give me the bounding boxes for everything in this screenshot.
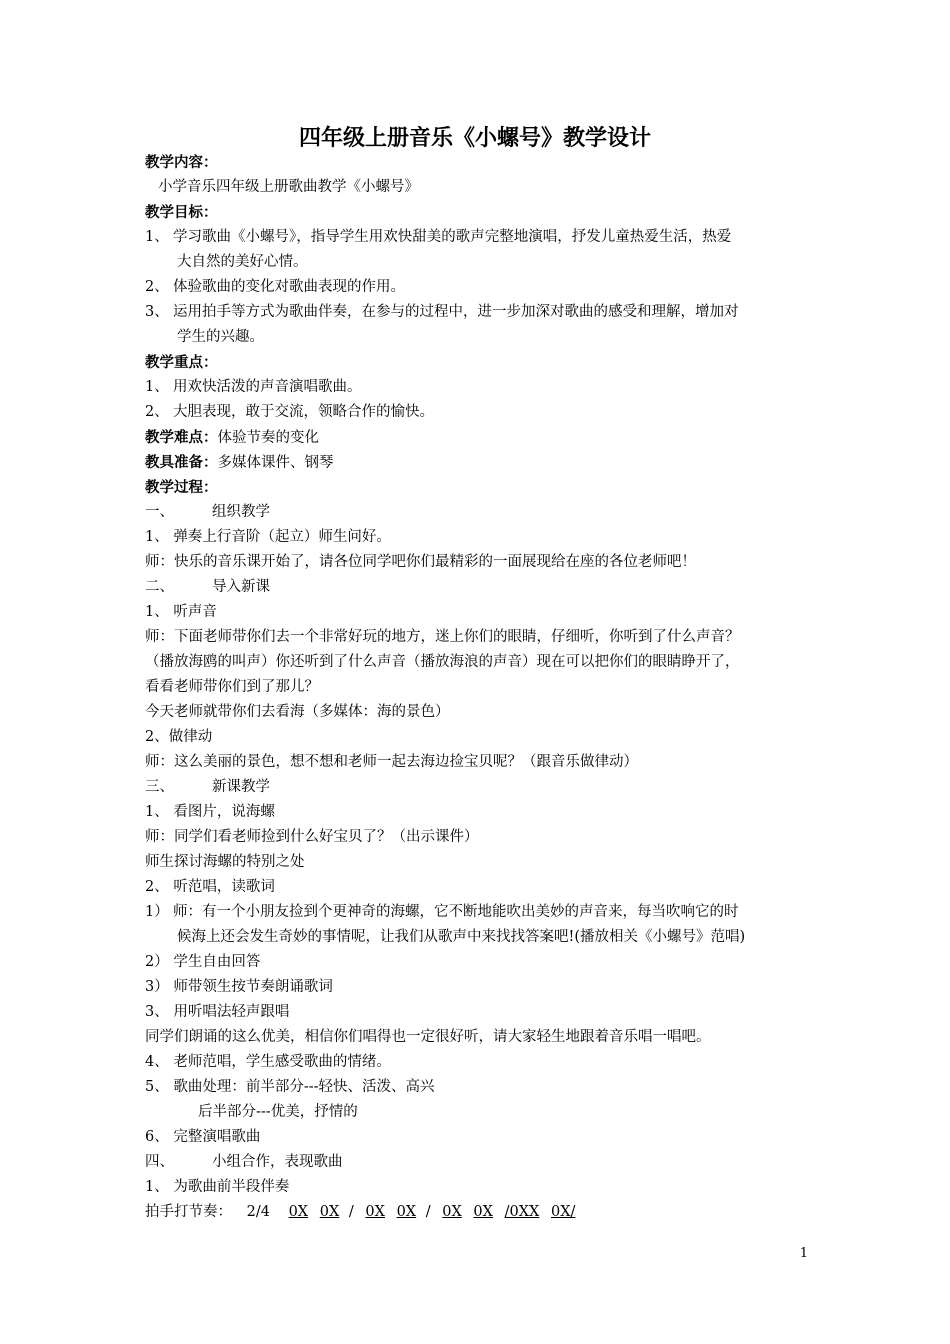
section-3-praise: 同学们朗诵的这么优美，相信你们唱得也一定很好听，请大家轻生地跟着音乐唱一唱吧。 — [145, 1029, 711, 1045]
rhythm-meter: 2/4 — [246, 1204, 270, 1220]
section-1-teacher: 师：快乐的音乐课开始了，请各位同学吧你们最精彩的一面展现给在座的各位老师吧！ — [145, 554, 696, 570]
goal-text: 运用拍手等方式为歌曲伴奏，在参与的过程中，进一步加深对歌曲的感受和理解，增加对 — [173, 304, 739, 320]
goal-text: 体验歌曲的变化对歌曲表现的作用。 — [173, 279, 405, 295]
rhythm-token: 0X — [396, 1204, 417, 1220]
rhythm-token: 0X — [442, 1204, 462, 1220]
section-3-item-5: 5、 歌曲处理：前半部分---轻快、活泼、高兴 — [145, 1079, 435, 1095]
rhythm-bar: / — [425, 1204, 431, 1220]
section-3-teacher-1: 师：同学们看老师捡到什么好宝贝了？（出示课件） — [145, 829, 479, 845]
section-3-discuss: 师生探讨海螺的特别之处 — [145, 854, 305, 870]
section-3-sub-2: 2） 学生自由回答 — [145, 954, 261, 970]
rhythm-token: 0X — [365, 1204, 385, 1220]
key-number: 2、 — [145, 404, 169, 420]
rhythm-token: 0X/ — [550, 1204, 576, 1220]
section-2-item-1: 1、 听声音 — [145, 604, 217, 620]
goal-item-2 — [145, 275, 405, 300]
section-3-item-4: 4、 老师范唱，学生感受歌曲的情绪。 — [145, 1054, 391, 1070]
rhythm-label: 拍手打节奏： — [145, 1204, 232, 1220]
tools-label: 教具准备： — [145, 454, 218, 471]
section-title: 组织教学 — [212, 504, 270, 520]
section-2-sea: 今天老师就带你们去看海（多媒体：海的景色） — [145, 704, 450, 720]
section-title: 小组合作，表现歌曲 — [212, 1154, 343, 1170]
rhythm-token: 0X — [319, 1204, 340, 1220]
key-text: 大胆表现，敢于交流，领略合作的愉快。 — [173, 404, 434, 420]
key-heading: 教学重点： — [145, 354, 218, 371]
process-heading: 教学过程： — [145, 479, 218, 496]
sub-number: 1） — [145, 904, 169, 920]
key-point-1 — [145, 375, 362, 400]
section-title: 新课教学 — [212, 779, 270, 795]
rhythm-token: /0XX — [504, 1204, 540, 1220]
goal-item-1 — [145, 225, 731, 250]
content-heading: 教学内容： — [145, 154, 218, 171]
section-3-item-6: 6、 完整演唱歌曲 — [145, 1129, 261, 1145]
rhythm-token: 0X — [473, 1204, 493, 1220]
section-1-item-1: 1、 弹奏上行音阶（起立）师生问好。 — [145, 529, 391, 545]
section-title: 导入新课 — [212, 579, 270, 595]
section-3-sub-1-continued: 候海上还会发生奇妙的事情呢，让我们从歌声中来找找答案吧!(播放相关《小螺号》范唱) — [177, 929, 746, 945]
section-3-item-1: 1、 看图片，说海螺 — [145, 804, 275, 820]
section-number: 一、 — [145, 504, 174, 520]
rhythm-bar: / — [348, 1204, 354, 1220]
section-number: 三、 — [145, 779, 174, 795]
section-3-item-5-second-half: 后半部分---优美，抒情的 — [198, 1104, 358, 1120]
section-number: 二、 — [145, 579, 174, 595]
rhythm-line — [145, 1200, 575, 1225]
section-3-item-2: 2、 听范唱，读歌词 — [145, 879, 275, 895]
section-1-heading — [145, 500, 270, 525]
goal-item-1-continued: 大自然的美好心情。 — [177, 254, 308, 270]
section-2-heading — [145, 575, 270, 600]
difficulty-text: 体验节奏的变化 — [217, 430, 319, 446]
section-2-teacher-line-1: 师：下面老师带你们去一个非常好玩的地方，迷上你们的眼睛，仔细听，你听到了什么声音？ — [145, 629, 740, 645]
section-2-teacher-2: 师：这么美丽的景色，想不想和老师一起去海边捡宝贝呢？（跟音乐做律动） — [145, 754, 638, 770]
goals-heading: 教学目标： — [145, 204, 218, 221]
section-3-heading — [145, 775, 270, 800]
section-3-sub-1 — [145, 900, 739, 925]
rhythm-token: 0X — [288, 1204, 309, 1220]
key-point-2 — [145, 400, 434, 425]
page-title: 四年级上册音乐《小螺号》教学设计 — [298, 125, 651, 151]
section-number: 四、 — [145, 1154, 174, 1170]
difficulty-line — [145, 425, 319, 450]
goal-text: 学习歌曲《小螺号》，指导学生用欢快甜美的歌声完整地演唱，抒发儿童热爱生活，热爱 — [173, 229, 732, 245]
goal-number: 1、 — [145, 229, 169, 245]
section-2-teacher-line-3: 看看老师带你们到了那儿？ — [145, 679, 319, 695]
content-text: 小学音乐四年级上册歌曲教学《小螺号》 — [158, 179, 419, 195]
goal-number: 2、 — [145, 279, 169, 295]
section-4-heading — [145, 1150, 343, 1175]
section-4-item-1: 1、 为歌曲前半段伴奏 — [145, 1179, 290, 1195]
section-3-sub-3: 3） 师带领生按节奏朗诵歌词 — [145, 979, 333, 995]
goal-item-3 — [145, 300, 739, 325]
section-2-item-2: 2、做律动 — [145, 729, 213, 745]
goal-number: 3、 — [145, 304, 169, 320]
page-number: 1 — [799, 1246, 808, 1261]
key-number: 1、 — [145, 379, 169, 395]
tools-text: 多媒体课件、钢琴 — [217, 455, 334, 471]
difficulty-label: 教学难点： — [145, 429, 218, 446]
tools-line — [145, 450, 334, 475]
section-2-teacher-line-2: （播放海鸥的叫声）你还听到了什么声音（播放海浪的声音）现在可以把你们的眼睛睁开了， — [145, 654, 740, 670]
goal-item-3-continued: 学生的兴趣。 — [177, 329, 264, 345]
sub-text: 师：有一个小朋友捡到个更神奇的海螺，它不断地能吹出美妙的声音来，每当吹响它的时 — [173, 904, 739, 920]
section-3-item-3: 3、 用听唱法轻声跟唱 — [145, 1004, 290, 1020]
key-text: 用欢快活泼的声音演唱歌曲。 — [173, 379, 362, 395]
